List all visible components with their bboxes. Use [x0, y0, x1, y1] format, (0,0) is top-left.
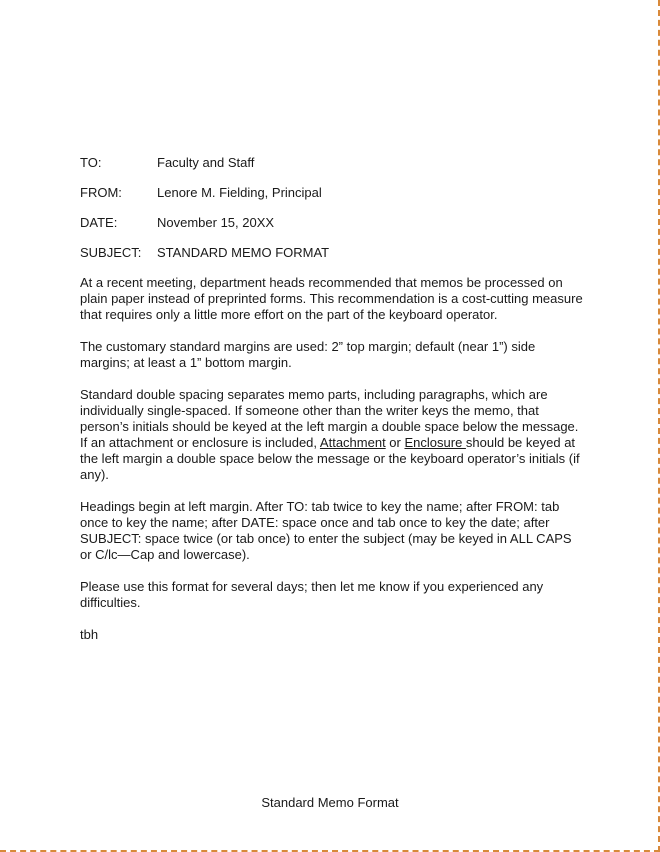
paragraph-2 [80, 339, 600, 371]
enclosure-term: Enclosure [404, 435, 466, 450]
date-label: DATE: [80, 215, 118, 230]
paragraph-line: difficulties. [80, 595, 141, 610]
paragraph-line: person’s initials should be keyed at the left margin a double space below the message. [80, 419, 579, 434]
paragraph-1 [80, 275, 600, 323]
to-row [80, 155, 600, 171]
paragraph-line: margins; at least a 1” bottom margin. [80, 355, 292, 370]
date-value: November 15, 20XX [157, 215, 275, 230]
paragraph-3 [80, 387, 600, 483]
paragraph-line: plain paper instead of preprinted forms. This recommendation is a cost-cutting measure [80, 291, 583, 306]
from-label: FROM: [80, 185, 122, 200]
line-text: should be keyed at [465, 435, 576, 450]
page-footer: Standard Memo Format [261, 795, 399, 810]
paragraph-line: individually single-spaced. If someone other than the writer keys the memo, that [80, 403, 539, 418]
typist-initials: tbh [80, 627, 99, 642]
paragraph-line: SUBJECT: space twice (or tab once) to enter the subject (may be keyed in ALL CAPS [80, 531, 572, 546]
to-value: Faculty and Staff [157, 155, 255, 170]
paragraph-line: once to key the name; after DATE: space once and tab once to key the date; after [80, 515, 550, 530]
paragraph-line: the left margin a double space below the message or the keyboard operator’s initials (if [80, 451, 580, 466]
line-text: or [385, 435, 405, 450]
paragraph-line: Please use this format for several days; then let me know if you experienced any [80, 579, 544, 594]
subject-label: SUBJECT: [80, 245, 142, 260]
from-row [80, 185, 600, 201]
paragraph-5 [80, 579, 600, 611]
paragraph-line: At a recent meeting, department heads recommended that memos be processed on [80, 275, 563, 290]
to-label: TO: [80, 155, 102, 170]
subject-value: STANDARD MEMO FORMAT [157, 245, 330, 260]
line-text: If an attachment or enclosure is included, [80, 435, 320, 450]
paragraph-line: any). [80, 467, 109, 482]
subject-row [80, 245, 600, 261]
paragraph-line: Standard double spacing separates memo parts, including paragraphs, which are [80, 387, 548, 402]
paragraph-line: Headings begin at left margin. After TO: tab twice to key the name; after FROM: tab [80, 499, 560, 514]
paragraph-line: or C/lc—Cap and lowercase). [80, 547, 250, 562]
from-value: Lenore M. Fielding, Principal [157, 185, 322, 200]
paragraph-line [80, 435, 600, 451]
paragraph-line: The customary standard margins are used: 2” top margin; default (near 1”) side [80, 339, 536, 354]
paragraph-line: that requires only a little more effort on the part of the keyboard operator. [80, 307, 498, 322]
date-row [80, 215, 600, 231]
attachment-term: Attachment [319, 435, 386, 450]
memo-content [80, 155, 600, 659]
paragraph-4 [80, 499, 600, 563]
